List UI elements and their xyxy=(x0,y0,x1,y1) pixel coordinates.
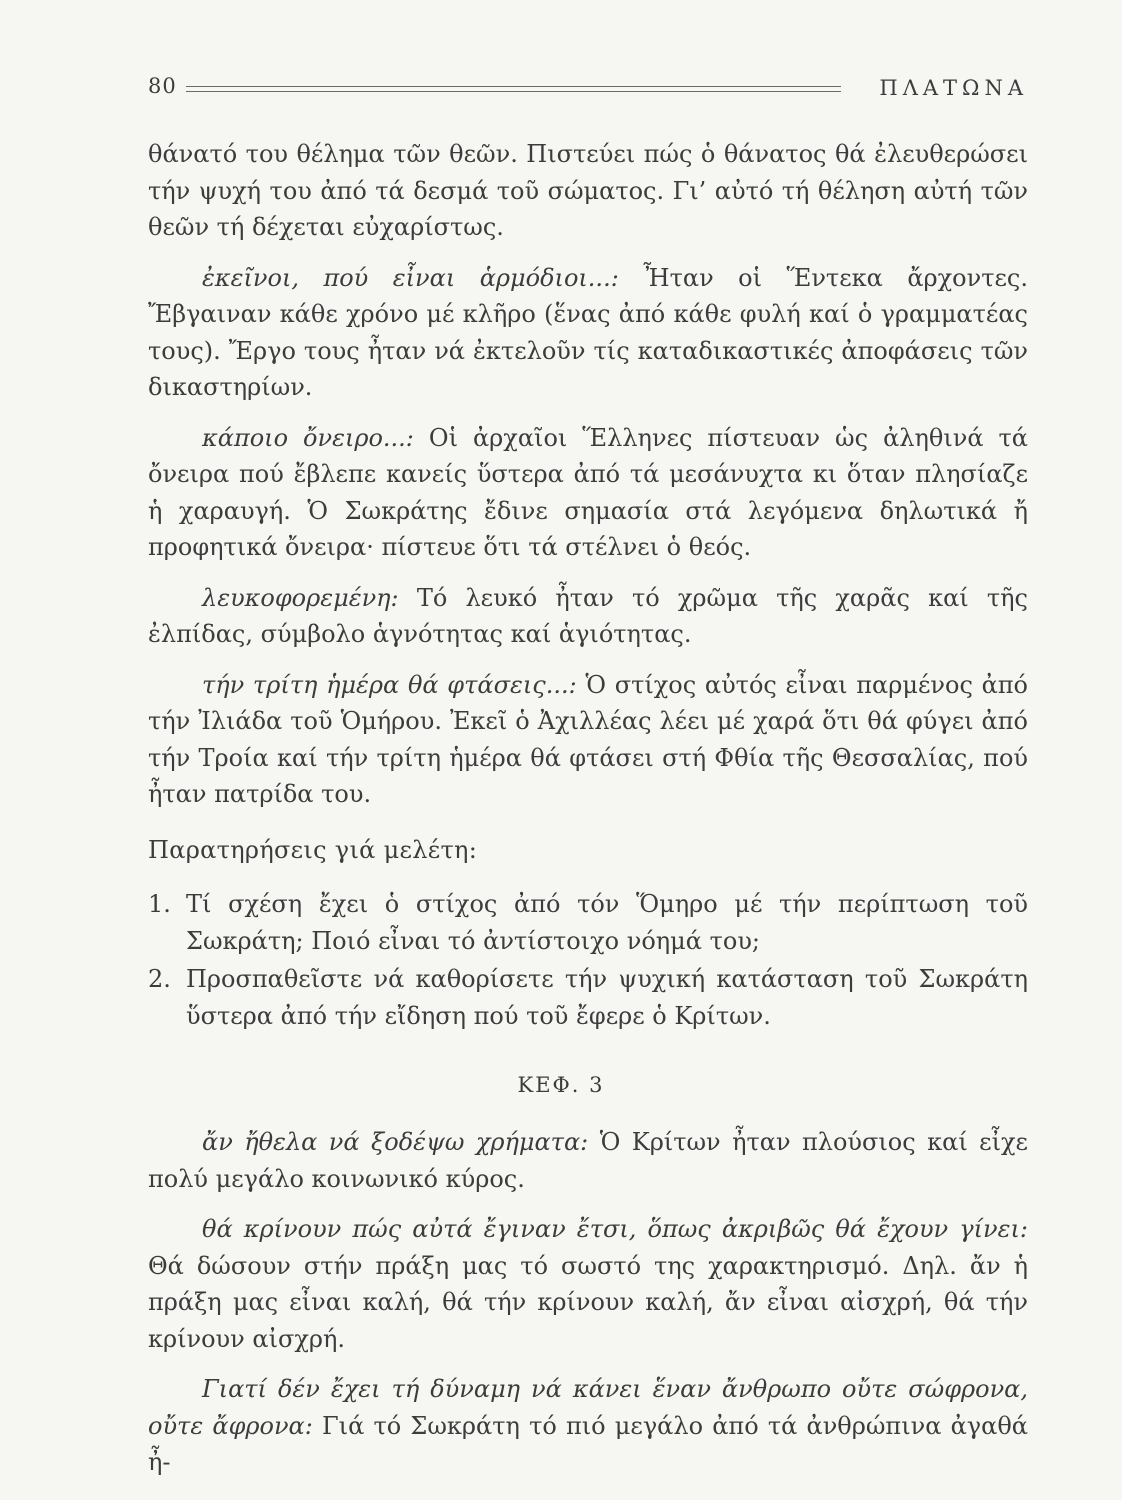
paragraph-text: Τό λευκό ἦταν τό χρῶμα τῆς χαρᾶς καί τῆς ἐλπίδας, σύμβολο ἁγνότητας καί ἁγιότητας. xyxy=(148,583,1028,648)
term: λευκοφορεμένη: xyxy=(202,583,399,612)
paragraph xyxy=(148,667,1028,813)
paragraph xyxy=(148,136,1028,246)
list-item-text: Τί σχέση ἔχει ὁ στίχος ἀπό τόν Ὅμηρο μέ τήν περίπτωση τοῦ Σωκράτη; Ποιό εἶναι τό ἀντίστοιχο νόημά του; xyxy=(186,890,1028,955)
paragraph-text: Θά δώσουν στήν πράξη μας τό σωστό της χαρακτηρισμό. Δηλ. ἄν ἡ πράξη μας εἶναι καλή, θά τήν κρίνουν καλή, ἄν εἶναι αἰσχρή, θά τήν κρίνουν αἰσχρή. xyxy=(148,1251,1028,1353)
paragraph xyxy=(148,1211,1028,1357)
list-number: 2. xyxy=(148,965,171,993)
header-rule xyxy=(186,91,841,92)
paragraph-text: Οἱ ἀρχαῖοι Ἕλληνες πίστευαν ὡς ἀληθινά τά ὄνειρα πού ἔβλεπε κανείς ὕστερα ἀπό τά μεσάνυχτα κι ὅταν πλησίαζε ἡ χαραυγή. Ὁ Σωκράτης ἔδινε σημασία στά λεγόμενα δηλωτικά ἤ προφητικά ὄνειρα· πίστευε ὅτι τά στέλνει ὁ θεός. xyxy=(148,423,1028,561)
running-title: ΠΛΑΤΩΝΑ xyxy=(879,76,1028,100)
paragraph xyxy=(148,420,1028,566)
study-questions-list xyxy=(148,886,1028,1036)
paragraph xyxy=(148,580,1028,653)
list-item xyxy=(148,961,1028,1034)
page-header xyxy=(148,74,1028,110)
paragraph xyxy=(148,1124,1028,1197)
term: ἄν ἤθελα νά ξοδέψω χρήματα: xyxy=(202,1128,589,1156)
paragraph-text: Ὁ στίχος αὐτός εἶναι παρμένος ἀπό τήν Ἰλιάδα τοῦ Ὁμήρου. Ἐκεῖ ὁ Ἀχιλλέας λέει μέ χαρά ὅτι θά φύγει ἀπό τήν Τροία καί τήν τρίτη ἡμέρα θά φτάσει στή Φθία τῆς Θεσσαλίας, πού ἦταν πατρίδα του. xyxy=(148,670,1029,808)
paragraph xyxy=(148,260,1028,406)
list-item-text: Προσπαθεῖστε νά καθορίσετε τήν ψυχική κατάσταση τοῦ Σωκράτη ὕστερα ἀπό τήν εἴδηση πού τοῦ ἔφερε ὁ Κρίτων. xyxy=(186,965,1028,1030)
paragraph-text: θάνατό του θέλημα τῶν θεῶν. Πιστεύει πώς ὁ θάνατος θά ἐλευθερώσει τήν ψυχή του ἀπό τά δεσμά τοῦ σώματος. Γι’ αὐτό τή θέληση αὐτή τῶν θεῶν τή δέχεται εὐχαρίστως. xyxy=(148,140,1028,241)
term: τήν τρίτη ἡμέρα θά φτάσεις...: xyxy=(202,670,577,699)
term: ἐκεῖνοι, πού εἶναι ἁρμόδιοι...: xyxy=(202,263,619,292)
list-number: 1. xyxy=(148,890,171,918)
chapter-heading: ΚΕΦ. 3 xyxy=(517,1073,605,1097)
paragraph-text: Ὁ Κρίτων ἦταν πλούσιος καί εἶχε πολύ μεγάλο κοινωνικό κύρος. xyxy=(148,1128,1028,1193)
term: θά κρίνουν πώς αὐτά ἔγιναν ἔτσι, ὅπως ἀκριβῶς θά ἔχουν γίνει: xyxy=(202,1215,1028,1243)
page-number: 80 xyxy=(148,74,177,98)
section-heading: Παρατηρήσεις γιά μελέτη: xyxy=(148,836,478,864)
header-rule xyxy=(186,86,841,87)
term: κάποιο ὄνειρο...: xyxy=(202,423,414,452)
list-item xyxy=(148,886,1028,959)
term: Γιατί δέν ἔχει τή δύναμη νά κάνει ἕναν ἄνθρωπο οὔτε σώφρονα, οὔτε ἄφρονα: xyxy=(148,1375,1028,1440)
paragraph-text: Γιά τό Σωκράτη τό πιό μεγάλο ἀπό τά ἀνθρώπινα ἀγαθά ἦ- xyxy=(148,1411,1028,1476)
commentary-block-2 xyxy=(148,1124,1028,1481)
paragraph xyxy=(148,1371,1028,1481)
paragraph-text: Ἦταν οἱ Ἕντεκα ἄρχοντες. Ἔβγαιναν κάθε χρόνο μέ κλῆρο (ἕνας ἀπό κάθε φυλή καί ὁ γραμματέας τους). Ἔργο τους ἦταν νά ἐκτελοῦν τίς καταδικαστικές ἀποφάσεις τῶν δικαστηρίων. xyxy=(148,263,1028,401)
commentary-block-1 xyxy=(148,136,1028,813)
